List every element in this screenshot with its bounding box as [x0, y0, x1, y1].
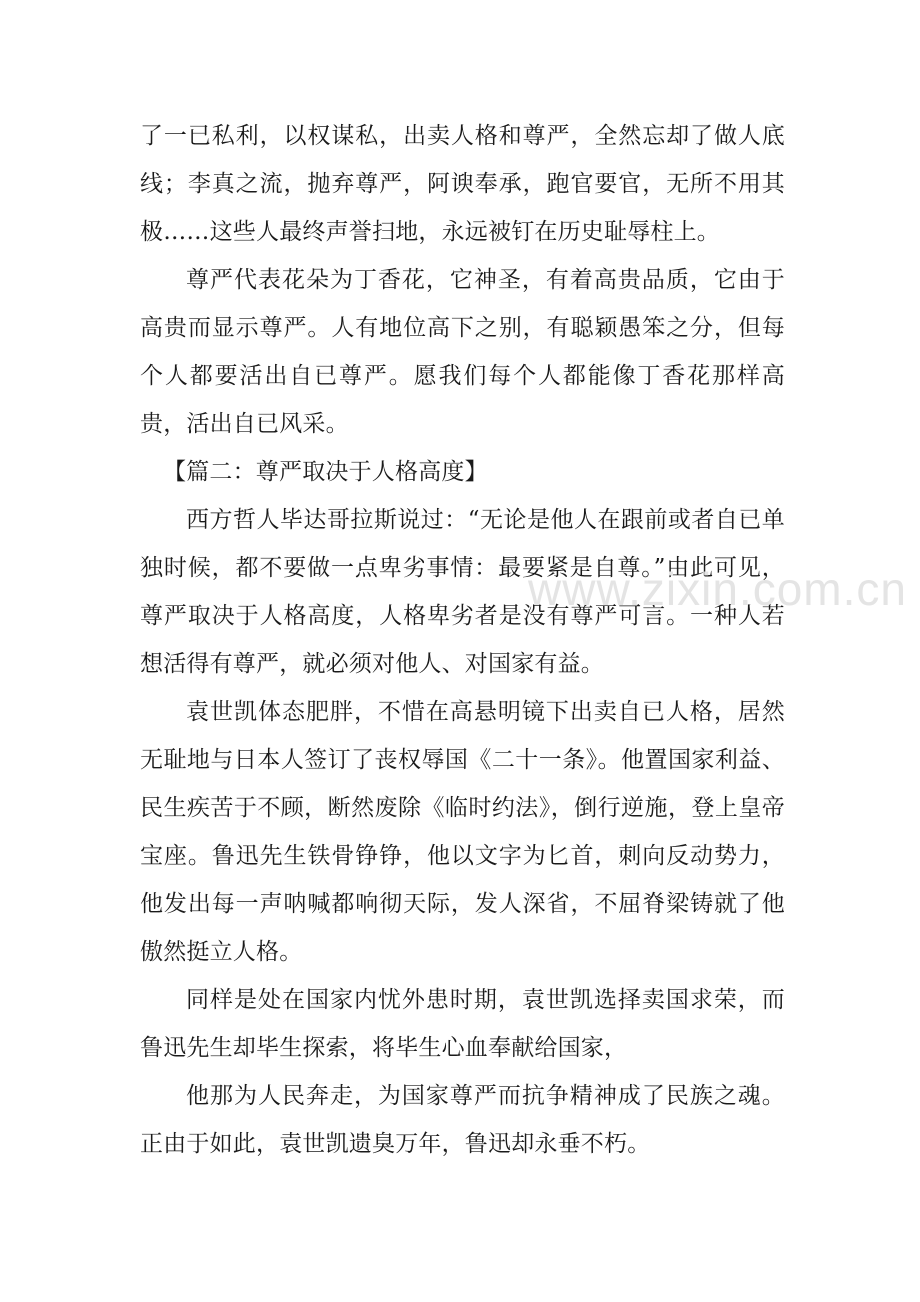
paragraph-5: 同样是处在国家内忧外患时期，袁世凯选择卖国求荣，而鲁迅先生却毕生探索，将毕生心血奉献给国家， — [140, 987, 785, 1061]
watermark-text: www.zixin.com.cn — [528, 563, 907, 615]
section-heading: 【篇二：尊严取决于人格高度】 — [163, 459, 488, 485]
paragraph-6: 他那为人民奔走，为国家尊严而抗争精神成了民族之魂。正由于如此，袁世凯遗臭万年，鲁迅却永垂不朽。 — [140, 1083, 785, 1157]
paragraph-1: 了一已私利，以权谋私，出卖人格和尊严，全然忘却了做人底线；李真之流，抛弃尊严，阿谀奉承，跑官要官，无所不用其极……这些人最终声誉扫地，永远被钉在历史耻辱柱上。 — [140, 123, 785, 245]
document-body — [140, 112, 785, 1168]
paragraph-4: 袁世凯体态肥胖，不惜在高悬明镜下出卖自已人格，居然无耻地与日本人签订了丧权辱国《二十一条》。他置国家利益、民生疾苦于不顾，断然废除《临时约法》，倒行逆施，登上皇帝宝座。鲁迅先生铁骨铮铮，他以文字为匕首，刺向反动势力，他发出每一声呐喊都响彻天际，发人深省，不屈脊梁铸就了他傲然挺立人格。 — [140, 699, 785, 965]
paragraph-2: 尊严代表花朵为丁香花，它神圣，有着高贵品质，它由于高贵而显示尊严。人有地位高下之别，有聪颖愚笨之分，但每个人都要活出自已尊严。愿我们每个人都能像丁香花那样高贵，活出自已风采。 — [140, 267, 785, 437]
paragraph-3: 西方哲人毕达哥拉斯说过：“无论是他人在跟前或者自已单独时候，都不要做一点卑劣事情：最要紧是自尊。”由此可见，尊严取决于人格高度，人格卑劣者是没有尊严可言。一种人若想活得有尊严，就必须对他人、对国家有益。 — [140, 507, 785, 677]
